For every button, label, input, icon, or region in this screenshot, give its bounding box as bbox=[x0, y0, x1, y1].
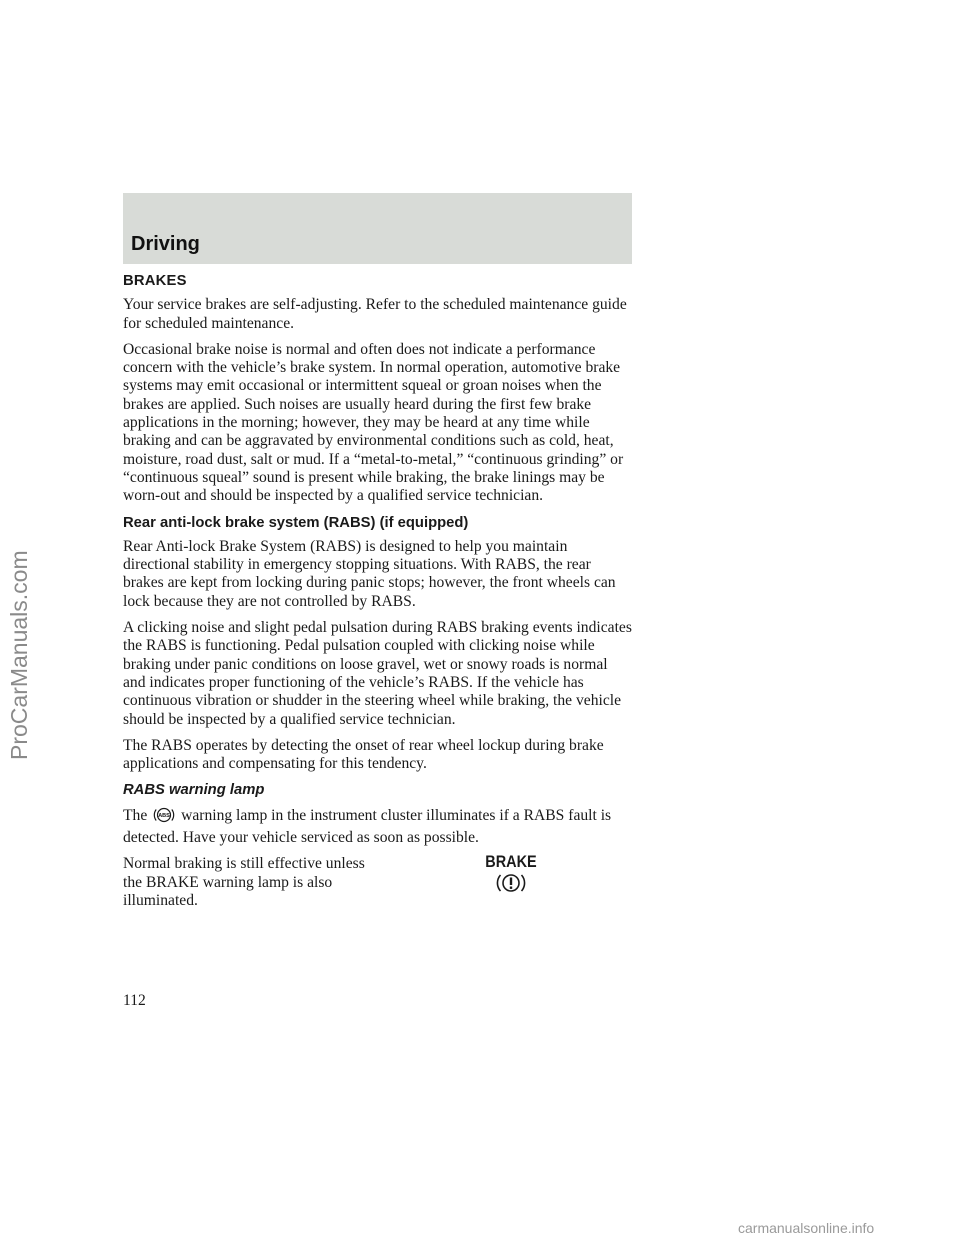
rabs-paragraph-2: A clicking noise and slight pedal pulsation during RABS braking events indicates the RABS is functioning. Pedal pulsation coupled with clicking noise while braking under panic conditions on loose gravel, wet or snowy roads is normal and indicates proper functioning of the vehicle’s RABS. If the vehicle has continuous vibration or shudder in the steering wheel while braking, the vehicle should be inspected by a qualified service technician. bbox=[123, 619, 632, 728]
abs-warning-icon bbox=[153, 806, 175, 829]
lamp-text-before: The bbox=[123, 806, 148, 824]
side-watermark: ProCarManuals.com bbox=[6, 550, 32, 760]
rabs-paragraph-3: The RABS operates by detecting the onset of rear wheel lockup during brake applications and compensating for this tendency. bbox=[123, 736, 604, 773]
brakes-heading: BRAKES bbox=[123, 273, 187, 289]
brake-lamp-row bbox=[123, 852, 632, 910]
brakes-paragraph-2: Occasional brake noise is normal and often does not indicate a performance concern with the vehicle’s brake system. In normal operation, automotive brake systems may emit occasional or intermittent squeal or groan noises when the brakes are applied. Such noises are usually heard during the first few brake applications in the morning; however, they may be heard at any time while braking and can be aggravated by environmental conditions such as cold, heat, moisture, road dust, salt or mud. If a “metal-to-metal,” “continuous grinding” or “continuous squeal” sound is present while braking, the brake linings may be worn-out and should be inspected by a qualified service technician. bbox=[123, 340, 624, 505]
brake-lamp-label: BRAKE bbox=[485, 852, 537, 872]
rabs-heading: Rear anti-lock brake system (RABS) (if equipped) bbox=[123, 514, 469, 531]
section-header-band bbox=[123, 193, 632, 264]
footer-watermark: carmanualsonline.info bbox=[738, 1220, 875, 1236]
rabs-lamp-paragraph-2: Normal braking is still effective unless the BRAKE warning lamp is also illuminated. bbox=[123, 855, 365, 909]
lamp-text-after: warning lamp in the instrument cluster illuminates if a RABS fault is detected. Have your vehicle serviced as soon as possible. bbox=[123, 806, 612, 847]
page-content bbox=[123, 272, 632, 918]
rabs-paragraph-1: Rear Anti-lock Brake System (RABS) is designed to help you maintain directional stability in emergency stopping situations. With RABS, the rear brakes are kept from locking during panic stops; however, the front wheels can lock because they are not controlled by RABS. bbox=[123, 537, 616, 610]
abs-icon-text: ABS bbox=[158, 812, 170, 819]
rabs-lamp-paragraph-1 bbox=[123, 806, 632, 848]
rabs-lamp-heading: RABS warning lamp bbox=[123, 782, 265, 799]
page-number: 112 bbox=[123, 992, 146, 1009]
brake-warning-lamp bbox=[479, 853, 543, 905]
section-title: Driving bbox=[131, 233, 200, 255]
brake-exclamation-icon bbox=[494, 871, 528, 895]
brakes-paragraph-1: Your service brakes are self-adjusting. Refer to the scheduled maintenance guide for scheduled maintenance. bbox=[123, 296, 627, 332]
